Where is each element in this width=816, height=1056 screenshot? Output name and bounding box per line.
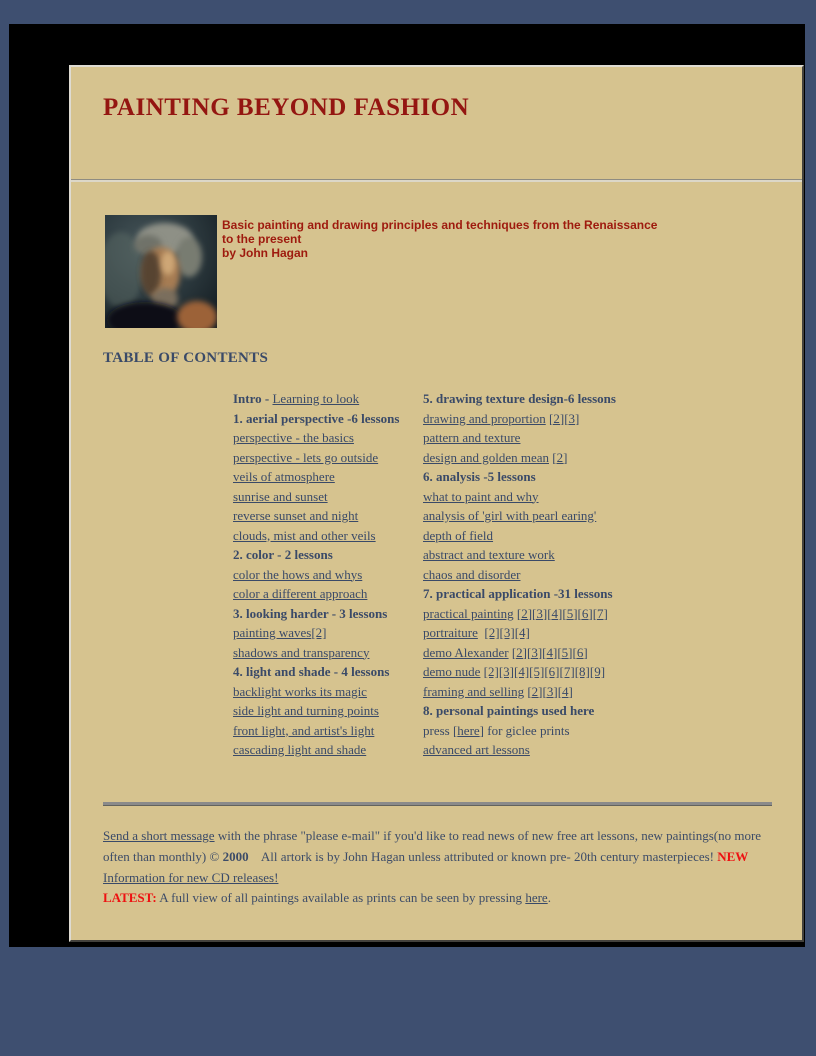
toc-line bbox=[233, 506, 423, 526]
footer-link[interactable]: here bbox=[525, 890, 548, 906]
toc-link[interactable]: [4] bbox=[514, 664, 530, 679]
toc-left-column bbox=[233, 389, 423, 760]
toc-line bbox=[423, 506, 663, 526]
toc-line bbox=[423, 467, 663, 487]
toc-line bbox=[423, 389, 663, 409]
toc-line bbox=[423, 526, 663, 546]
toc-link[interactable]: demo Alexander bbox=[423, 644, 509, 660]
toc-link[interactable]: [4] bbox=[542, 644, 558, 660]
text-segment: 5. drawing texture design-6 lessons bbox=[423, 391, 616, 406]
toc-line bbox=[423, 584, 663, 604]
toc-line bbox=[233, 428, 423, 448]
toc-link[interactable]: [2] bbox=[311, 625, 327, 640]
toc-link[interactable]: [4] bbox=[557, 683, 573, 699]
toc-link[interactable]: reverse sunset and night bbox=[233, 508, 359, 523]
toc-line bbox=[233, 565, 423, 585]
text-segment: ] for giclee prints bbox=[479, 722, 570, 738]
toc-line bbox=[233, 721, 423, 741]
toc-line bbox=[233, 604, 423, 624]
text-segment: 6. analysis -5 lessons bbox=[423, 469, 536, 484]
page-title: PAINTING BEYOND FASHION bbox=[103, 94, 470, 121]
toc-link[interactable]: painting waves bbox=[233, 625, 312, 640]
toc-link[interactable]: advanced art lessons bbox=[423, 742, 530, 757]
toc-line bbox=[233, 740, 423, 760]
self-portrait-painting bbox=[105, 215, 217, 328]
toc-line bbox=[233, 643, 423, 663]
text-segment: 3. looking harder - 3 lessons bbox=[233, 605, 388, 621]
toc-link[interactable]: cascading light and shade bbox=[233, 742, 367, 757]
toc-link[interactable]: [6] bbox=[577, 605, 593, 621]
toc-line bbox=[423, 604, 663, 624]
subtitle-line: by John Hagan bbox=[222, 246, 309, 260]
toc-link[interactable]: [3] bbox=[532, 605, 548, 621]
toc-line bbox=[423, 740, 663, 760]
toc-line bbox=[423, 448, 663, 468]
text-segment: press [ bbox=[423, 722, 458, 738]
toc-line bbox=[423, 487, 663, 507]
toc-line bbox=[423, 565, 663, 585]
toc-link[interactable]: [9] bbox=[589, 664, 606, 679]
toc-line bbox=[423, 545, 663, 565]
toc-link[interactable]: pattern and texture bbox=[423, 430, 521, 445]
toc-link[interactable]: [3] bbox=[542, 683, 558, 699]
toc-link[interactable]: color the hows and whys bbox=[233, 566, 363, 582]
toc-link[interactable]: clouds, mist and other veils bbox=[233, 527, 376, 543]
text-segment: LATEST: bbox=[103, 890, 157, 906]
toc-link[interactable]: color a different approach bbox=[233, 586, 368, 601]
toc-link[interactable]: practical painting bbox=[423, 605, 514, 621]
toc-link[interactable]: [5] bbox=[529, 664, 545, 679]
text-segment: 8. personal paintings used here bbox=[423, 703, 595, 718]
text-segment: NEW bbox=[717, 848, 749, 864]
toc-link[interactable]: [2] bbox=[549, 410, 565, 426]
toc-line bbox=[423, 409, 663, 429]
footer-text bbox=[103, 826, 779, 909]
text-segment: . bbox=[547, 890, 551, 906]
toc-link[interactable]: [5] bbox=[562, 605, 578, 621]
toc-line bbox=[233, 409, 423, 429]
toc-link[interactable]: [4] bbox=[547, 605, 563, 621]
toc-link[interactable]: [2] bbox=[527, 683, 543, 699]
toc-link[interactable]: analysis of 'girl with pearl earing' bbox=[423, 508, 597, 523]
toc-link[interactable]: [6] bbox=[544, 664, 560, 679]
toc-link[interactable]: [7] bbox=[559, 664, 575, 679]
toc-link[interactable]: portraiture bbox=[423, 625, 478, 640]
toc-link[interactable]: [2] bbox=[516, 605, 533, 621]
toc-link[interactable]: front light, and artist's light bbox=[233, 722, 375, 738]
toc-line bbox=[233, 448, 423, 468]
toc-link[interactable]: [2] bbox=[552, 449, 568, 465]
toc-link[interactable]: [3] bbox=[499, 625, 515, 640]
toc-link[interactable]: drawing and proportion bbox=[423, 410, 546, 426]
toc-link[interactable]: backlight works its magic bbox=[233, 683, 367, 699]
toc-link[interactable]: [8] bbox=[574, 664, 590, 679]
toc-link[interactable]: [2] bbox=[483, 664, 499, 679]
toc-line bbox=[233, 487, 423, 507]
toc-line bbox=[423, 428, 663, 448]
toc-link[interactable]: [3] bbox=[564, 410, 580, 426]
toc-line bbox=[233, 389, 423, 409]
text-segment: 1. aerial perspective -6 lessons bbox=[233, 410, 400, 426]
toc-link[interactable]: design and golden mean bbox=[423, 449, 549, 465]
toc-link[interactable]: here bbox=[457, 722, 480, 738]
toc-link[interactable]: perspective - the basics bbox=[233, 430, 354, 445]
toc-line bbox=[233, 682, 423, 702]
toc-line bbox=[423, 721, 663, 741]
header-divider bbox=[71, 179, 802, 182]
toc-link[interactable]: shadows and transparency bbox=[233, 644, 370, 660]
toc-line bbox=[233, 701, 423, 721]
toc-line bbox=[233, 545, 423, 565]
toc-link[interactable]: demo nude bbox=[423, 664, 481, 679]
toc-line bbox=[423, 623, 663, 643]
toc-link[interactable]: Learning to look bbox=[272, 391, 360, 406]
toc-line bbox=[233, 467, 423, 487]
toc-link[interactable]: veils of atmosphere bbox=[233, 469, 335, 484]
subtitle bbox=[222, 218, 657, 260]
toc-line bbox=[423, 643, 663, 663]
toc-link[interactable]: depth of field bbox=[423, 527, 494, 543]
toc-link[interactable]: [5] bbox=[557, 644, 573, 660]
text-segment: 2. color - 2 lessons bbox=[233, 547, 333, 562]
subtitle-line: to the present bbox=[222, 232, 302, 246]
toc-line bbox=[233, 584, 423, 604]
footer-par bbox=[103, 826, 779, 888]
toc-link[interactable]: what to paint and why bbox=[423, 488, 539, 504]
footer-link[interactable]: Information for new CD releases! bbox=[103, 869, 279, 885]
toc-link[interactable]: [2] bbox=[484, 625, 500, 640]
content-panel bbox=[69, 65, 804, 942]
toc-link[interactable]: framing and selling bbox=[423, 683, 525, 699]
toc-line bbox=[423, 682, 663, 702]
text-segment: with the phrase "please e-mail" if you'd like to read news of new free art lessons, new paintings(no more often than monthly) © bbox=[103, 828, 762, 864]
toc-line bbox=[233, 623, 423, 643]
text-segment: Intro - bbox=[233, 391, 273, 406]
toc-link[interactable]: chaos and disorder bbox=[423, 566, 521, 582]
text-segment: 4. light and shade - 4 lessons bbox=[233, 664, 390, 679]
text-segment: 7. practical application -31 lessons bbox=[423, 586, 613, 601]
toc-link[interactable]: [4] bbox=[514, 625, 530, 640]
table-of-contents bbox=[233, 389, 663, 760]
footer-par bbox=[103, 888, 779, 909]
toc-line bbox=[233, 662, 423, 682]
toc-link[interactable]: [2] bbox=[511, 644, 527, 660]
toc-heading: TABLE OF CONTENTS bbox=[103, 350, 269, 366]
toc-link[interactable]: [3] bbox=[526, 644, 543, 660]
toc-line bbox=[423, 701, 663, 721]
toc-link[interactable]: side light and turning points bbox=[233, 703, 379, 718]
subtitle-line: Basic painting and drawing principles and techniques from the Renaissance bbox=[222, 218, 658, 232]
toc-right-column bbox=[423, 389, 663, 760]
text-segment: All artork is by John Hagan unless attributed or known pre- 20th century masterpieces! bbox=[248, 848, 718, 864]
toc-line bbox=[423, 662, 663, 682]
footer-divider bbox=[103, 802, 772, 806]
toc-link[interactable]: abstract and texture work bbox=[423, 547, 555, 562]
toc-link[interactable]: [7] bbox=[592, 605, 608, 621]
portrait-image bbox=[105, 215, 217, 328]
footer-link[interactable]: Send a short message bbox=[103, 828, 215, 843]
toc-link[interactable]: perspective - lets go outside bbox=[233, 449, 379, 465]
toc-line bbox=[233, 526, 423, 546]
toc-link[interactable]: [3] bbox=[498, 664, 514, 679]
toc-link[interactable]: sunrise and sunset bbox=[233, 488, 328, 504]
toc-link[interactable]: [6] bbox=[572, 644, 588, 660]
text-segment: 2000 bbox=[222, 848, 249, 864]
text-segment: A full view of all paintings available as prints can be seen by pressing bbox=[156, 890, 526, 906]
